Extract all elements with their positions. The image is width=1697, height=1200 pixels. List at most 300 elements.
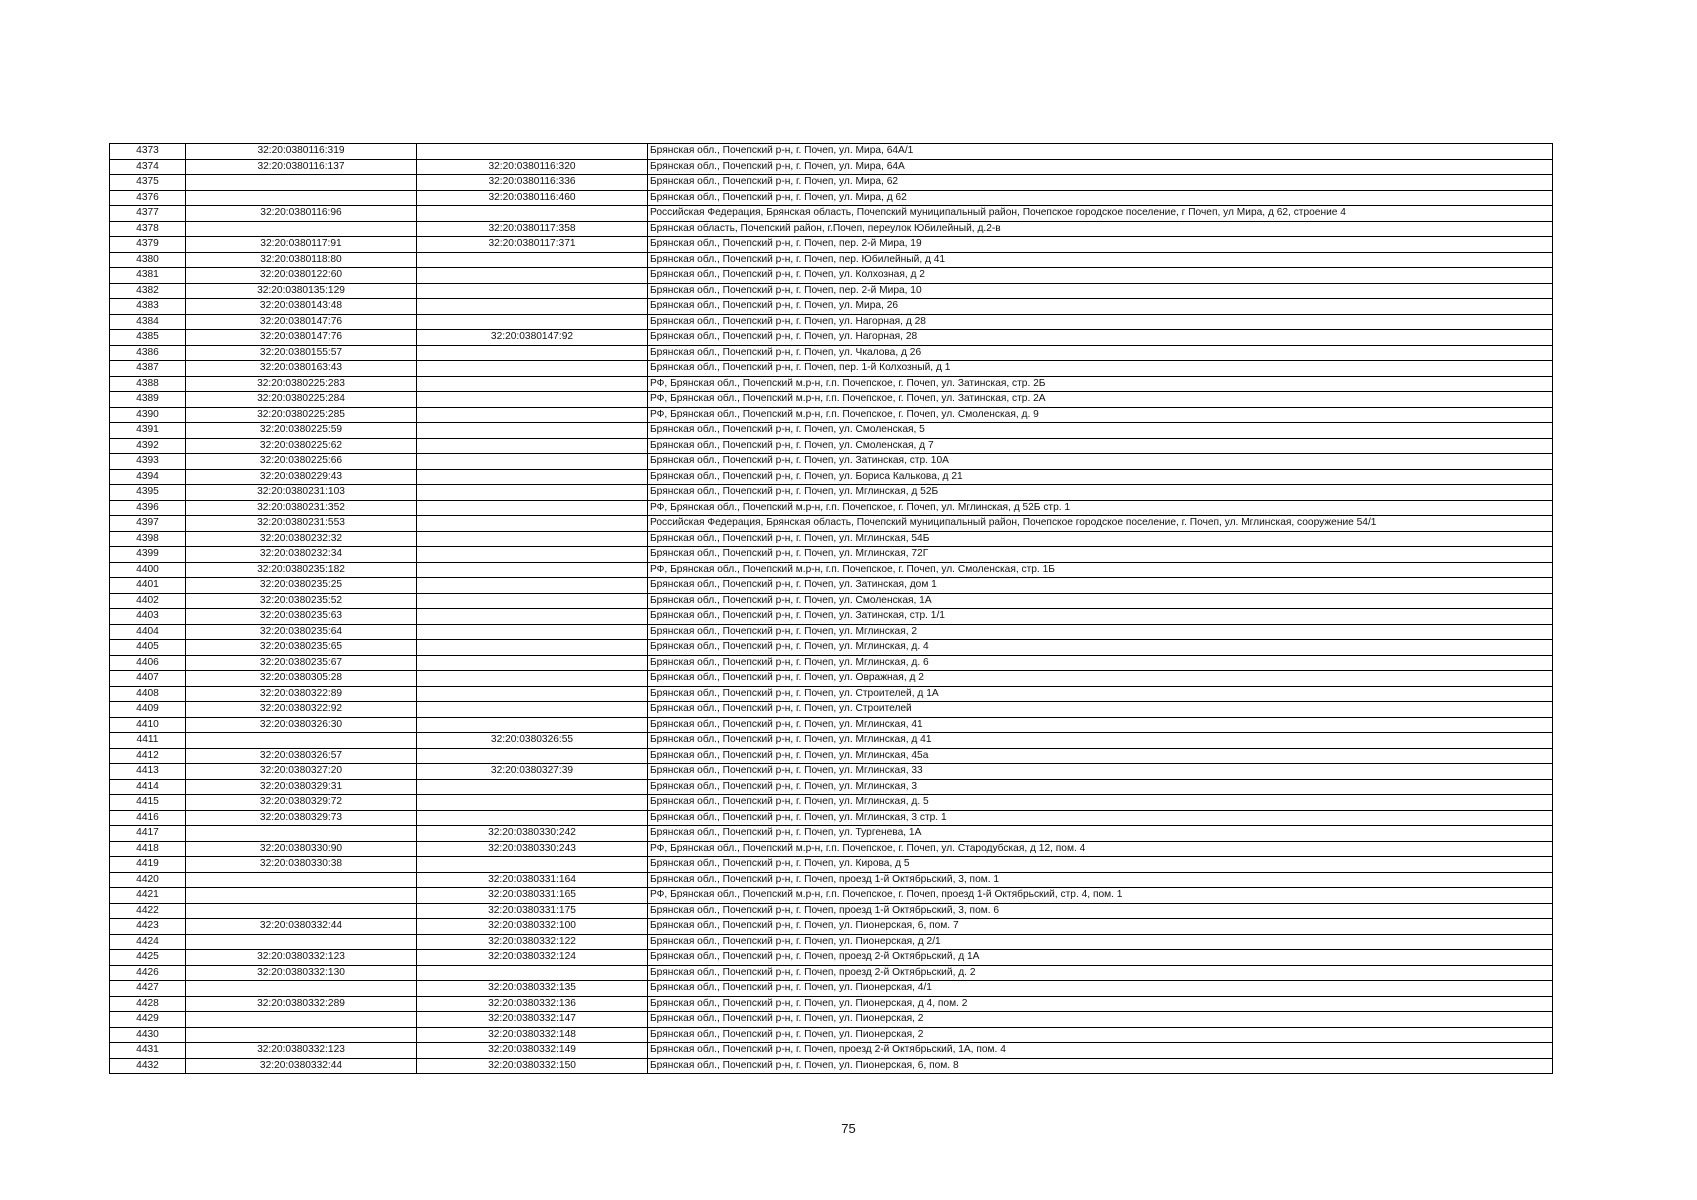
address-cell: РФ, Брянская обл., Почепский м.р-н, г.п. Почепское, г. Почеп, ул. Стародубская, д 12, пом. 4 xyxy=(648,841,1553,857)
related-cadastral-number-cell xyxy=(417,454,648,470)
address-cell: Брянская обл., Почепский р-н, г. Почеп, ул. Мира, 64А/1 xyxy=(648,144,1553,160)
table-row xyxy=(110,733,1553,749)
address-cell: Брянская обл., Почепский р-н, г. Почеп, ул. Мглинская, 33 xyxy=(648,764,1553,780)
table-row xyxy=(110,841,1553,857)
cadastral-number-cell xyxy=(186,826,417,842)
related-cadastral-number-cell: 32:20:0380332:124 xyxy=(417,950,648,966)
table-row xyxy=(110,547,1553,563)
table-row xyxy=(110,934,1553,950)
cadastral-number-cell: 32:20:0380225:283 xyxy=(186,376,417,392)
related-cadastral-number-cell: 32:20:0380331:165 xyxy=(417,888,648,904)
row-number-cell: 4407 xyxy=(110,671,186,687)
address-cell: Брянская обл., Почепский р-н, г. Почеп, ул. Пионерская, д 2/1 xyxy=(648,934,1553,950)
row-number-cell: 4401 xyxy=(110,578,186,594)
row-number-cell: 4381 xyxy=(110,268,186,284)
table-row xyxy=(110,206,1553,222)
related-cadastral-number-cell xyxy=(417,423,648,439)
row-number-cell: 4424 xyxy=(110,934,186,950)
cadastral-number-cell: 32:20:0380235:65 xyxy=(186,640,417,656)
table-row xyxy=(110,872,1553,888)
table-row xyxy=(110,640,1553,656)
table-row xyxy=(110,996,1553,1012)
address-cell: Брянская обл., Почепский р-н, г. Почеп, ул. Кирова, д 5 xyxy=(648,857,1553,873)
row-number-cell: 4402 xyxy=(110,593,186,609)
related-cadastral-number-cell xyxy=(417,531,648,547)
address-cell: Брянская обл., Почепский р-н, г. Почеп, пер. 2-й Мира, 10 xyxy=(648,283,1553,299)
row-number-cell: 4400 xyxy=(110,562,186,578)
cadastral-number-cell: 32:20:0380232:32 xyxy=(186,531,417,547)
table-row xyxy=(110,593,1553,609)
address-cell: Брянская обл., Почепский р-н, г. Почеп, ул. Нагорная, д 28 xyxy=(648,314,1553,330)
table-row xyxy=(110,1043,1553,1059)
related-cadastral-number-cell xyxy=(417,206,648,222)
address-cell: Брянская обл., Почепский р-н, г. Почеп, ул. Мглинская, 3 стр. 1 xyxy=(648,810,1553,826)
related-cadastral-number-cell: 32:20:0380116:460 xyxy=(417,190,648,206)
cadastral-number-cell: 32:20:0380147:76 xyxy=(186,330,417,346)
cadastral-number-cell: 32:20:0380327:20 xyxy=(186,764,417,780)
cadastral-number-cell xyxy=(186,175,417,191)
cadastral-number-cell xyxy=(186,221,417,237)
cadastral-number-cell xyxy=(186,1027,417,1043)
table-row xyxy=(110,500,1553,516)
related-cadastral-number-cell xyxy=(417,547,648,563)
address-cell: Брянская обл., Почепский р-н, г. Почеп, ул. Мира, 26 xyxy=(648,299,1553,315)
row-number-cell: 4403 xyxy=(110,609,186,625)
cadastral-number-cell xyxy=(186,1012,417,1028)
table-row xyxy=(110,826,1553,842)
table-row xyxy=(110,919,1553,935)
table-row xyxy=(110,423,1553,439)
related-cadastral-number-cell xyxy=(417,640,648,656)
cadastral-number-cell: 32:20:0380225:62 xyxy=(186,438,417,454)
address-cell: РФ, Брянская обл., Почепский м.р-н, г.п. Почепское, г. Почеп, проезд 1-й Октябрьский, стр. 4, пом. 1 xyxy=(648,888,1553,904)
cadastral-number-cell: 32:20:0380225:59 xyxy=(186,423,417,439)
cadastral-number-cell xyxy=(186,888,417,904)
cadastral-number-cell: 32:20:0380305:28 xyxy=(186,671,417,687)
row-number-cell: 4413 xyxy=(110,764,186,780)
table-row xyxy=(110,314,1553,330)
cadastral-number-cell xyxy=(186,733,417,749)
address-cell: Брянская обл., Почепский р-н, г. Почеп, ул. Затинская, стр. 10А xyxy=(648,454,1553,470)
address-cell: Брянская обл., Почепский р-н, г. Почеп, ул. Мглинская, д 41 xyxy=(648,733,1553,749)
table-row xyxy=(110,485,1553,501)
cadastral-number-cell: 32:20:0380326:57 xyxy=(186,748,417,764)
related-cadastral-number-cell: 32:20:0380332:136 xyxy=(417,996,648,1012)
address-cell: Брянская область, Почепский район, г.Почеп, переулок Юбилейный, д.2-в xyxy=(648,221,1553,237)
table-row xyxy=(110,903,1553,919)
address-cell: Российская Федерация, Брянская область, Почепский муниципальный район, Почепское городское поселение, г. Почеп, ул. Мглинская, сооружение 54/1 xyxy=(648,516,1553,532)
table-row xyxy=(110,857,1553,873)
related-cadastral-number-cell xyxy=(417,361,648,377)
cadastral-number-cell: 32:20:0380322:92 xyxy=(186,702,417,718)
table-row xyxy=(110,252,1553,268)
related-cadastral-number-cell xyxy=(417,857,648,873)
row-number-cell: 4432 xyxy=(110,1058,186,1074)
page-number: 75 xyxy=(841,1121,856,1136)
related-cadastral-number-cell: 32:20:0380332:100 xyxy=(417,919,648,935)
address-cell: Брянская обл., Почепский р-н, г. Почеп, ул. Смоленская, 1А xyxy=(648,593,1553,609)
cadastral-number-cell xyxy=(186,903,417,919)
row-number-cell: 4376 xyxy=(110,190,186,206)
cadastral-number-cell xyxy=(186,934,417,950)
related-cadastral-number-cell xyxy=(417,686,648,702)
related-cadastral-number-cell xyxy=(417,252,648,268)
related-cadastral-number-cell: 32:20:0380332:148 xyxy=(417,1027,648,1043)
cadastral-number-cell: 32:20:0380332:44 xyxy=(186,919,417,935)
row-number-cell: 4404 xyxy=(110,624,186,640)
related-cadastral-number-cell xyxy=(417,392,648,408)
cadastral-number-cell: 32:20:0380235:182 xyxy=(186,562,417,578)
row-number-cell: 4393 xyxy=(110,454,186,470)
row-number-cell: 4384 xyxy=(110,314,186,330)
address-cell: Брянская обл., Почепский р-н, г. Почеп, ул. Пионерская, 6, пом. 7 xyxy=(648,919,1553,935)
address-cell: Брянская обл., Почепский р-н, г. Почеп, ул. Смоленская, 5 xyxy=(648,423,1553,439)
related-cadastral-number-cell: 32:20:0380327:39 xyxy=(417,764,648,780)
cadastral-number-cell: 32:20:0380225:66 xyxy=(186,454,417,470)
address-cell: Брянская обл., Почепский р-н, г. Почеп, ул. Затинская, стр. 1/1 xyxy=(648,609,1553,625)
row-number-cell: 4391 xyxy=(110,423,186,439)
row-number-cell: 4412 xyxy=(110,748,186,764)
table-row xyxy=(110,1012,1553,1028)
table-row xyxy=(110,655,1553,671)
table-row xyxy=(110,686,1553,702)
row-number-cell: 4422 xyxy=(110,903,186,919)
address-cell: Брянская обл., Почепский р-н, г. Почеп, ул. Тургенева, 1А xyxy=(648,826,1553,842)
table-row xyxy=(110,361,1553,377)
table-row xyxy=(110,609,1553,625)
cadastral-number-cell: 32:20:0380143:48 xyxy=(186,299,417,315)
related-cadastral-number-cell: 32:20:0380116:320 xyxy=(417,159,648,175)
cadastral-number-cell: 32:20:0380231:553 xyxy=(186,516,417,532)
row-number-cell: 4387 xyxy=(110,361,186,377)
row-number-cell: 4397 xyxy=(110,516,186,532)
address-cell: Брянская обл., Почепский р-н, г. Почеп, ул. Строителей xyxy=(648,702,1553,718)
row-number-cell: 4426 xyxy=(110,965,186,981)
table-row xyxy=(110,221,1553,237)
related-cadastral-number-cell xyxy=(417,407,648,423)
cadastral-number-cell: 32:20:0380332:123 xyxy=(186,1043,417,1059)
address-cell: Брянская обл., Почепский р-н, г. Почеп, ул. Колхозная, д 2 xyxy=(648,268,1553,284)
row-number-cell: 4409 xyxy=(110,702,186,718)
address-cell: Брянская обл., Почепский р-н, г. Почеп, ул. Пионерская, д 4, пом. 2 xyxy=(648,996,1553,1012)
cadastral-number-cell: 32:20:0380122:60 xyxy=(186,268,417,284)
related-cadastral-number-cell: 32:20:0380330:243 xyxy=(417,841,648,857)
row-number-cell: 4388 xyxy=(110,376,186,392)
address-cell: РФ, Брянская обл., Почепский м.р-н, г.п. Почепское, г. Почеп, ул. Затинская, стр. 2А xyxy=(648,392,1553,408)
cadastral-number-cell: 32:20:0380231:103 xyxy=(186,485,417,501)
row-number-cell: 4416 xyxy=(110,810,186,826)
address-cell: Брянская обл., Почепский р-н, г. Почеп, ул. Мира, 64А xyxy=(648,159,1553,175)
address-cell: Брянская обл., Почепский р-н, г. Почеп, ул. Нагорная, 28 xyxy=(648,330,1553,346)
related-cadastral-number-cell: 32:20:0380332:150 xyxy=(417,1058,648,1074)
table-row xyxy=(110,299,1553,315)
row-number-cell: 4399 xyxy=(110,547,186,563)
table-row xyxy=(110,702,1553,718)
address-cell: РФ, Брянская обл., Почепский м.р-н, г.п. Почепское, г. Почеп, ул. Смоленская, стр. 1Б xyxy=(648,562,1553,578)
related-cadastral-number-cell xyxy=(417,314,648,330)
row-number-cell: 4405 xyxy=(110,640,186,656)
related-cadastral-number-cell xyxy=(417,268,648,284)
table-row xyxy=(110,469,1553,485)
address-cell: Брянская обл., Почепский р-н, г. Почеп, ул. Мглинская, д. 4 xyxy=(648,640,1553,656)
row-number-cell: 4415 xyxy=(110,795,186,811)
related-cadastral-number-cell: 32:20:0380330:242 xyxy=(417,826,648,842)
table-row xyxy=(110,376,1553,392)
table-row xyxy=(110,795,1553,811)
related-cadastral-number-cell xyxy=(417,578,648,594)
related-cadastral-number-cell: 32:20:0380116:336 xyxy=(417,175,648,191)
address-cell: Брянская обл., Почепский р-н, г. Почеп, проезд 2-й Октябрьский, д. 2 xyxy=(648,965,1553,981)
table-row xyxy=(110,330,1553,346)
address-cell: Брянская обл., Почепский р-н, г. Почеп, ул. Мглинская, 2 xyxy=(648,624,1553,640)
address-cell: Брянская обл., Почепский р-н, г. Почеп, ул. Затинская, дом 1 xyxy=(648,578,1553,594)
cadastral-number-cell: 32:20:0380225:285 xyxy=(186,407,417,423)
address-cell: Российская Федерация, Брянская область, Почепский муниципальный район, Почепское городское поселение, г Почеп, ул Мира, д 62, строение 4 xyxy=(648,206,1553,222)
related-cadastral-number-cell xyxy=(417,717,648,733)
table-row xyxy=(110,438,1553,454)
related-cadastral-number-cell xyxy=(417,748,648,764)
row-number-cell: 4406 xyxy=(110,655,186,671)
row-number-cell: 4429 xyxy=(110,1012,186,1028)
row-number-cell: 4386 xyxy=(110,345,186,361)
address-cell: Брянская обл., Почепский р-н, г. Почеп, ул. Пионерская, 2 xyxy=(648,1027,1553,1043)
related-cadastral-number-cell xyxy=(417,593,648,609)
related-cadastral-number-cell xyxy=(417,469,648,485)
address-cell: Брянская обл., Почепский р-н, г. Почеп, ул. Мира, 62 xyxy=(648,175,1553,191)
row-number-cell: 4375 xyxy=(110,175,186,191)
address-cell: РФ, Брянская обл., Почепский м.р-н, г.п. Почепское, г. Почеп, ул. Мглинская, д 52Б стр. 1 xyxy=(648,500,1553,516)
related-cadastral-number-cell: 32:20:0380147:92 xyxy=(417,330,648,346)
row-number-cell: 4411 xyxy=(110,733,186,749)
table-row xyxy=(110,283,1553,299)
cadastral-number-cell: 32:20:0380332:44 xyxy=(186,1058,417,1074)
related-cadastral-number-cell xyxy=(417,345,648,361)
row-number-cell: 4395 xyxy=(110,485,186,501)
table-row xyxy=(110,175,1553,191)
row-number-cell: 4408 xyxy=(110,686,186,702)
table-row xyxy=(110,748,1553,764)
related-cadastral-number-cell: 32:20:0380332:147 xyxy=(417,1012,648,1028)
table-row xyxy=(110,981,1553,997)
cadastral-number-cell: 32:20:0380326:30 xyxy=(186,717,417,733)
related-cadastral-number-cell xyxy=(417,609,648,625)
row-number-cell: 4374 xyxy=(110,159,186,175)
row-number-cell: 4377 xyxy=(110,206,186,222)
table-row xyxy=(110,1058,1553,1074)
row-number-cell: 4380 xyxy=(110,252,186,268)
address-cell: Брянская обл., Почепский р-н, г. Почеп, пер. 2-й Мира, 19 xyxy=(648,237,1553,253)
related-cadastral-number-cell xyxy=(417,795,648,811)
table-row xyxy=(110,562,1553,578)
related-cadastral-number-cell: 32:20:0380332:135 xyxy=(417,981,648,997)
table-row xyxy=(110,144,1553,160)
cadastral-number-cell: 32:20:0380332:130 xyxy=(186,965,417,981)
cadastral-number-cell: 32:20:0380322:89 xyxy=(186,686,417,702)
cadastral-number-cell: 32:20:0380235:52 xyxy=(186,593,417,609)
row-number-cell: 4385 xyxy=(110,330,186,346)
address-cell: Брянская обл., Почепский р-н, г. Почеп, ул. Пионерская, 6, пом. 8 xyxy=(648,1058,1553,1074)
related-cadastral-number-cell xyxy=(417,655,648,671)
cadastral-number-cell: 32:20:0380330:90 xyxy=(186,841,417,857)
cadastral-number-cell: 32:20:0380332:123 xyxy=(186,950,417,966)
table-row xyxy=(110,531,1553,547)
row-number-cell: 4394 xyxy=(110,469,186,485)
row-number-cell: 4425 xyxy=(110,950,186,966)
table-row xyxy=(110,454,1553,470)
cadastral-number-cell: 32:20:0380235:67 xyxy=(186,655,417,671)
cadastral-number-cell xyxy=(186,981,417,997)
cadastral-number-cell xyxy=(186,872,417,888)
cadastral-number-cell: 32:20:0380116:96 xyxy=(186,206,417,222)
related-cadastral-number-cell xyxy=(417,299,648,315)
address-cell: Брянская обл., Почепский р-н, г. Почеп, проезд 2-й Октябрьский, д 1А xyxy=(648,950,1553,966)
related-cadastral-number-cell xyxy=(417,779,648,795)
table-row xyxy=(110,237,1553,253)
address-cell: Брянская обл., Почепский р-н, г. Почеп, ул. Мглинская, 3 xyxy=(648,779,1553,795)
related-cadastral-number-cell: 32:20:0380332:149 xyxy=(417,1043,648,1059)
related-cadastral-number-cell xyxy=(417,144,648,160)
address-cell: Брянская обл., Почепский р-н, г. Почеп, проезд 1-й Октябрьский, 3, пом. 1 xyxy=(648,872,1553,888)
cadastral-number-cell xyxy=(186,190,417,206)
table-row xyxy=(110,965,1553,981)
address-cell: Брянская обл., Почепский р-н, г. Почеп, проезд 2-й Октябрьский, 1А, пом. 4 xyxy=(648,1043,1553,1059)
address-cell: Брянская обл., Почепский р-н, г. Почеп, ул. Мглинская, 54Б xyxy=(648,531,1553,547)
related-cadastral-number-cell: 32:20:0380332:122 xyxy=(417,934,648,950)
table-row xyxy=(110,624,1553,640)
related-cadastral-number-cell xyxy=(417,624,648,640)
related-cadastral-number-cell xyxy=(417,671,648,687)
related-cadastral-number-cell: 32:20:0380326:55 xyxy=(417,733,648,749)
address-cell: Брянская обл., Почепский р-н, г. Почеп, ул. Овражная, д 2 xyxy=(648,671,1553,687)
table-row xyxy=(110,268,1553,284)
table-row xyxy=(110,578,1553,594)
row-number-cell: 4431 xyxy=(110,1043,186,1059)
table-row xyxy=(110,345,1553,361)
cadastral-number-cell: 32:20:0380147:76 xyxy=(186,314,417,330)
row-number-cell: 4378 xyxy=(110,221,186,237)
table-row xyxy=(110,1027,1553,1043)
row-number-cell: 4390 xyxy=(110,407,186,423)
row-number-cell: 4383 xyxy=(110,299,186,315)
cadastral-number-cell: 32:20:0380116:319 xyxy=(186,144,417,160)
row-number-cell: 4414 xyxy=(110,779,186,795)
table-row xyxy=(110,671,1553,687)
row-number-cell: 4430 xyxy=(110,1027,186,1043)
related-cadastral-number-cell xyxy=(417,810,648,826)
cadastral-number-cell: 32:20:0380235:25 xyxy=(186,578,417,594)
related-cadastral-number-cell xyxy=(417,283,648,299)
table-row xyxy=(110,764,1553,780)
table-row xyxy=(110,392,1553,408)
address-cell: Брянская обл., Почепский р-н, г. Почеп, ул. Бориса Калькова, д 21 xyxy=(648,469,1553,485)
cadastral-number-cell: 32:20:0380225:284 xyxy=(186,392,417,408)
cadastral-number-cell: 32:20:0380155:57 xyxy=(186,345,417,361)
related-cadastral-number-cell xyxy=(417,485,648,501)
address-cell: Брянская обл., Почепский р-н, г. Почеп, пер. Юбилейный, д 41 xyxy=(648,252,1553,268)
row-number-cell: 4427 xyxy=(110,981,186,997)
table-row xyxy=(110,888,1553,904)
related-cadastral-number-cell xyxy=(417,376,648,392)
table-row xyxy=(110,407,1553,423)
related-cadastral-number-cell xyxy=(417,500,648,516)
related-cadastral-number-cell xyxy=(417,516,648,532)
cadastral-number-cell: 32:20:0380117:91 xyxy=(186,237,417,253)
row-number-cell: 4379 xyxy=(110,237,186,253)
row-number-cell: 4421 xyxy=(110,888,186,904)
table-row xyxy=(110,810,1553,826)
cadastral-number-cell: 32:20:0380330:38 xyxy=(186,857,417,873)
related-cadastral-number-cell xyxy=(417,965,648,981)
table-row xyxy=(110,159,1553,175)
related-cadastral-number-cell: 32:20:0380331:175 xyxy=(417,903,648,919)
cadastral-number-cell: 32:20:0380118:80 xyxy=(186,252,417,268)
table-row xyxy=(110,516,1553,532)
cadastral-number-cell: 32:20:0380329:31 xyxy=(186,779,417,795)
related-cadastral-number-cell: 32:20:0380331:164 xyxy=(417,872,648,888)
cadastral-number-cell: 32:20:0380332:289 xyxy=(186,996,417,1012)
address-cell: Брянская обл., Почепский р-н, г. Почеп, ул. Мглинская, д. 5 xyxy=(648,795,1553,811)
address-cell: Брянская обл., Почепский р-н, г. Почеп, ул. Мглинская, 72Г xyxy=(648,547,1553,563)
row-number-cell: 4418 xyxy=(110,841,186,857)
address-cell: Брянская обл., Почепский р-н, г. Почеп, ул. Пионерская, 4/1 xyxy=(648,981,1553,997)
address-cell: РФ, Брянская обл., Почепский м.р-н, г.п. Почепское, г. Почеп, ул. Затинская, стр. 2Б xyxy=(648,376,1553,392)
cadastral-number-cell: 32:20:0380329:73 xyxy=(186,810,417,826)
cadastral-number-cell: 32:20:0380235:63 xyxy=(186,609,417,625)
row-number-cell: 4410 xyxy=(110,717,186,733)
table-row xyxy=(110,190,1553,206)
address-cell: Брянская обл., Почепский р-н, г. Почеп, ул. Мира, д 62 xyxy=(648,190,1553,206)
address-cell: РФ, Брянская обл., Почепский м.р-н, г.п. Почепское, г. Почеп, ул. Смоленская, д. 9 xyxy=(648,407,1553,423)
cadastral-number-cell: 32:20:0380231:352 xyxy=(186,500,417,516)
row-number-cell: 4373 xyxy=(110,144,186,160)
address-cell: Брянская обл., Почепский р-н, г. Почеп, проезд 1-й Октябрьский, 3, пом. 6 xyxy=(648,903,1553,919)
address-cell: Брянская обл., Почепский р-н, г. Почеп, ул. Мглинская, 45а xyxy=(648,748,1553,764)
row-number-cell: 4420 xyxy=(110,872,186,888)
related-cadastral-number-cell: 32:20:0380117:371 xyxy=(417,237,648,253)
row-number-cell: 4396 xyxy=(110,500,186,516)
row-number-cell: 4382 xyxy=(110,283,186,299)
row-number-cell: 4419 xyxy=(110,857,186,873)
related-cadastral-number-cell xyxy=(417,562,648,578)
row-number-cell: 4417 xyxy=(110,826,186,842)
address-cell: Брянская обл., Почепский р-н, г. Почеп, ул. Мглинская, д. 6 xyxy=(648,655,1553,671)
address-cell: Брянская обл., Почепский р-н, г. Почеп, ул. Чкалова, д 26 xyxy=(648,345,1553,361)
row-number-cell: 4389 xyxy=(110,392,186,408)
cadastral-number-cell: 32:20:0380163:43 xyxy=(186,361,417,377)
cadastral-number-cell: 32:20:0380229:43 xyxy=(186,469,417,485)
registry-table xyxy=(109,143,1553,1074)
registry-table-body xyxy=(110,144,1553,1074)
address-cell: Брянская обл., Почепский р-н, г. Почеп, ул. Смоленская, д 7 xyxy=(648,438,1553,454)
address-cell: Брянская обл., Почепский р-н, г. Почеп, ул. Мглинская, д 52Б xyxy=(648,485,1553,501)
cadastral-number-cell: 32:20:0380329:72 xyxy=(186,795,417,811)
address-cell: Брянская обл., Почепский р-н, г. Почеп, ул. Пионерская, 2 xyxy=(648,1012,1553,1028)
address-cell: Брянская обл., Почепский р-н, г. Почеп, пер. 1-й Колхозный, д 1 xyxy=(648,361,1553,377)
related-cadastral-number-cell: 32:20:0380117:358 xyxy=(417,221,648,237)
row-number-cell: 4423 xyxy=(110,919,186,935)
cadastral-number-cell: 32:20:0380116:137 xyxy=(186,159,417,175)
related-cadastral-number-cell xyxy=(417,438,648,454)
row-number-cell: 4428 xyxy=(110,996,186,1012)
row-number-cell: 4398 xyxy=(110,531,186,547)
address-cell: Брянская обл., Почепский р-н, г. Почеп, ул. Строителей, д 1А xyxy=(648,686,1553,702)
table-row xyxy=(110,950,1553,966)
address-cell: Брянская обл., Почепский р-н, г. Почеп, ул. Мглинская, 41 xyxy=(648,717,1553,733)
table-row xyxy=(110,779,1553,795)
cadastral-number-cell: 32:20:0380232:34 xyxy=(186,547,417,563)
cadastral-number-cell: 32:20:0380135:129 xyxy=(186,283,417,299)
cadastral-number-cell: 32:20:0380235:64 xyxy=(186,624,417,640)
